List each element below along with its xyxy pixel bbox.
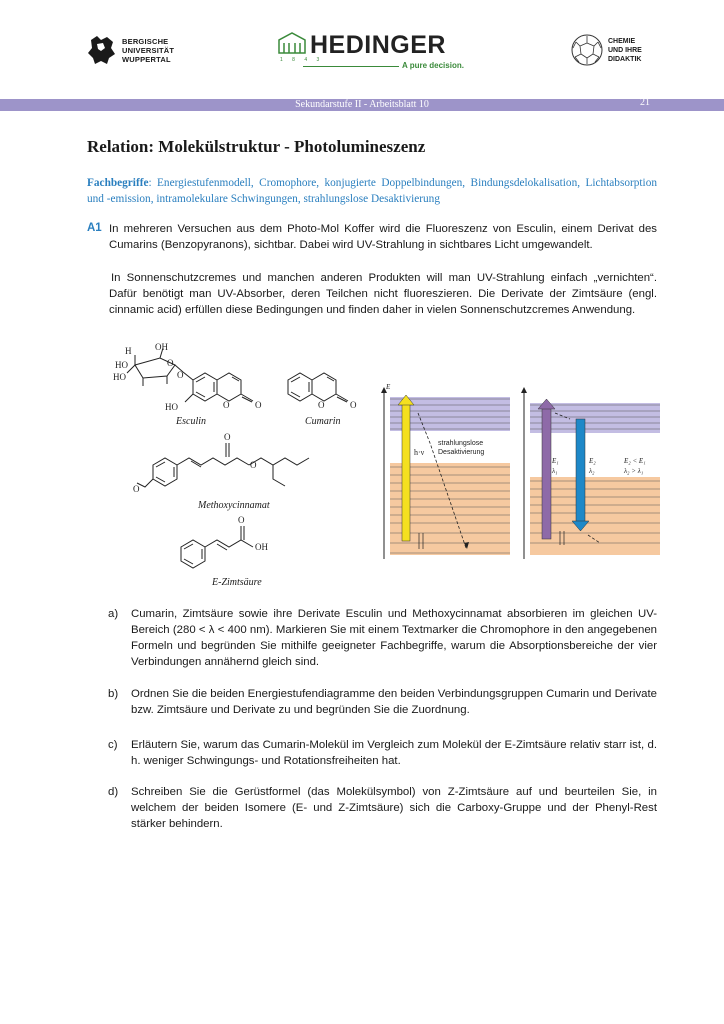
question-a-letter: a): [108, 608, 119, 620]
l1-label: λ₁: [552, 467, 558, 475]
e1-label: E₁: [552, 457, 559, 465]
esculin-ho1: HO: [115, 360, 128, 370]
question-b-letter: b): [108, 688, 119, 700]
esculin-o-link: O: [177, 370, 184, 380]
esculin-o-lactone: O: [223, 400, 230, 410]
methoxy-o-carbonyl: O: [224, 432, 231, 442]
esculin-o-ring: O: [167, 358, 174, 368]
hedinger-divider: [303, 66, 399, 67]
chem-line3: DIDAKTIK: [608, 55, 642, 63]
methoxy-o-ester: O: [250, 460, 257, 470]
esculin-ho2: HO: [113, 372, 126, 382]
desakt-line2: Desaktivierung: [438, 449, 485, 456]
molecule-structures: [105, 340, 375, 595]
e2-label: E₂: [589, 457, 596, 465]
chemistry-logo: [570, 33, 642, 67]
hv-label: h·ν: [414, 448, 425, 457]
chem-line2: UND IHRE: [608, 46, 642, 54]
task-paragraph-1: In mehreren Versuchen aus dem Photo-Mol Koffer wird die Fluoreszenz von Esculin, einem Derivat des Cumarins (Benzopyranons), sichtbar. Dabei wird UV-Strahlung in sichtbares Licht umgewandelt.: [109, 223, 657, 251]
fullerene-icon: [570, 33, 604, 67]
esculin-ho3: HO: [165, 402, 178, 412]
cumarin-pyrone: [312, 373, 336, 401]
uni-line3: WUPPERTAL: [122, 54, 171, 64]
question-a-text: Cumarin, Zimtsäure sowie ihre Derivate Esculin und Methoxycinnamat absorbieren im gleichen UV-Bereich (280 < λ < 400 nm). Markieren Sie mit einem Textmarker die Chromophore in den angegebenen Formeln und begründen Sie mithilfe geeigneter Fachbegriffe, warum die Absorptionsbereiche der vier Verbindungen annähernd gleich sind.: [131, 608, 657, 668]
cumarin-o-carbonyl: O: [350, 400, 357, 410]
page-title: Relation: Molekülstruktur - Photolumineszenz: [87, 137, 426, 156]
key-terms-text: : Energiestufenmodell, Cromophore, konjugierte Doppelbindungen, Bindungsdelokalisation, Lichtabsorption und -emission, intramolekulare Schwingungen, strahlungslose Desaktivierung: [87, 177, 657, 205]
hedinger-name: HEDINGER: [310, 31, 446, 59]
key-terms: [87, 175, 657, 207]
task-label: A1: [87, 222, 102, 234]
hedinger-year: 1 8 4 3: [280, 57, 324, 63]
question-b-text: Ordnen Sie die beiden Energiestufendiagramme den beiden Verbindungsgruppen Cumarin und Derivate bzw. Zimtsäure und Derivate zu und begründen Sie die Zuordnung.: [131, 688, 657, 716]
esculin-pyrone: [217, 373, 241, 401]
university-logo: [87, 34, 174, 66]
building-icon: [277, 32, 307, 54]
chem-line1: CHEMIE: [608, 37, 636, 45]
l2-label: λ₂: [589, 467, 595, 475]
question-c-text: Erläutern Sie, warum das Cumarin-Molekül im Vergleich zum Molekül der E-Zimtsäure relativ starr ist, d. h. weniger Schwingungs- und Rotationsfreiheiten hat.: [131, 739, 657, 767]
esculin-o-carbonyl: O: [255, 400, 262, 410]
energy-level-diagrams: [378, 383, 668, 563]
uni-line2: UNIVERSITÄT: [122, 45, 175, 55]
task-paragraph-2: In Sonnenschutzcremes und manchen anderen Produkten will man UV-Strahlung einfach „vernichten“. Dafür benötigt man UV-Absorber, deren Teilchen nicht fluoreszieren. Die Derivate der Zimtsäure (engl. cinnamic acid) erfüllen diese Bedingungen und finden daher in vielen Sonnenschutzcremes Anwendung.: [109, 272, 657, 316]
zimt-o: O: [238, 515, 245, 525]
cumarin-o-lactone: O: [318, 400, 325, 410]
question-d-letter: d): [108, 786, 119, 798]
energy-diagram-left: [381, 387, 510, 559]
question-d-text: Schreiben Sie die Gerüstformel (das Molekülsymbol) von Z-Zimtsäure auf und beurteilen Sie, in welchem der beiden Isomere (E- und Z-Zimtsäure) sich die Carboxy-Gruppe und der Phenyl-Rest stärker behindern.: [131, 786, 657, 830]
relation-energy: E₂ < E₁: [624, 457, 646, 465]
question-c-letter: c): [108, 739, 118, 751]
hedinger-slogan: A pure decision.: [402, 61, 464, 70]
lion-crest-icon: [87, 34, 117, 66]
label-methoxycinnamat: Methoxycinnamat: [198, 500, 270, 511]
uni-line1: BERGISCHE: [122, 36, 169, 46]
worksheet-bar-title: Sekundarstufe II - Arbeitsblatt 10: [295, 99, 429, 110]
esculin-h1: H: [125, 346, 132, 356]
label-esculin: Esculin: [176, 416, 206, 427]
axis-e-left: E: [386, 383, 391, 391]
page-number: 21: [640, 97, 650, 108]
desakt-line1: strahlungslose: [438, 440, 484, 447]
hedinger-logo: [277, 30, 477, 70]
relation-wavelength: λ₂ > λ₁: [624, 467, 644, 475]
key-terms-label: Fachbegriffe: [87, 177, 149, 189]
label-zimtsaeure: E-Zimtsäure: [212, 577, 262, 588]
esculin-oh1: OH: [155, 342, 168, 352]
methoxy-o: O: [133, 484, 140, 494]
label-cumarin: Cumarin: [305, 416, 341, 427]
zimt-oh: OH: [255, 542, 268, 552]
